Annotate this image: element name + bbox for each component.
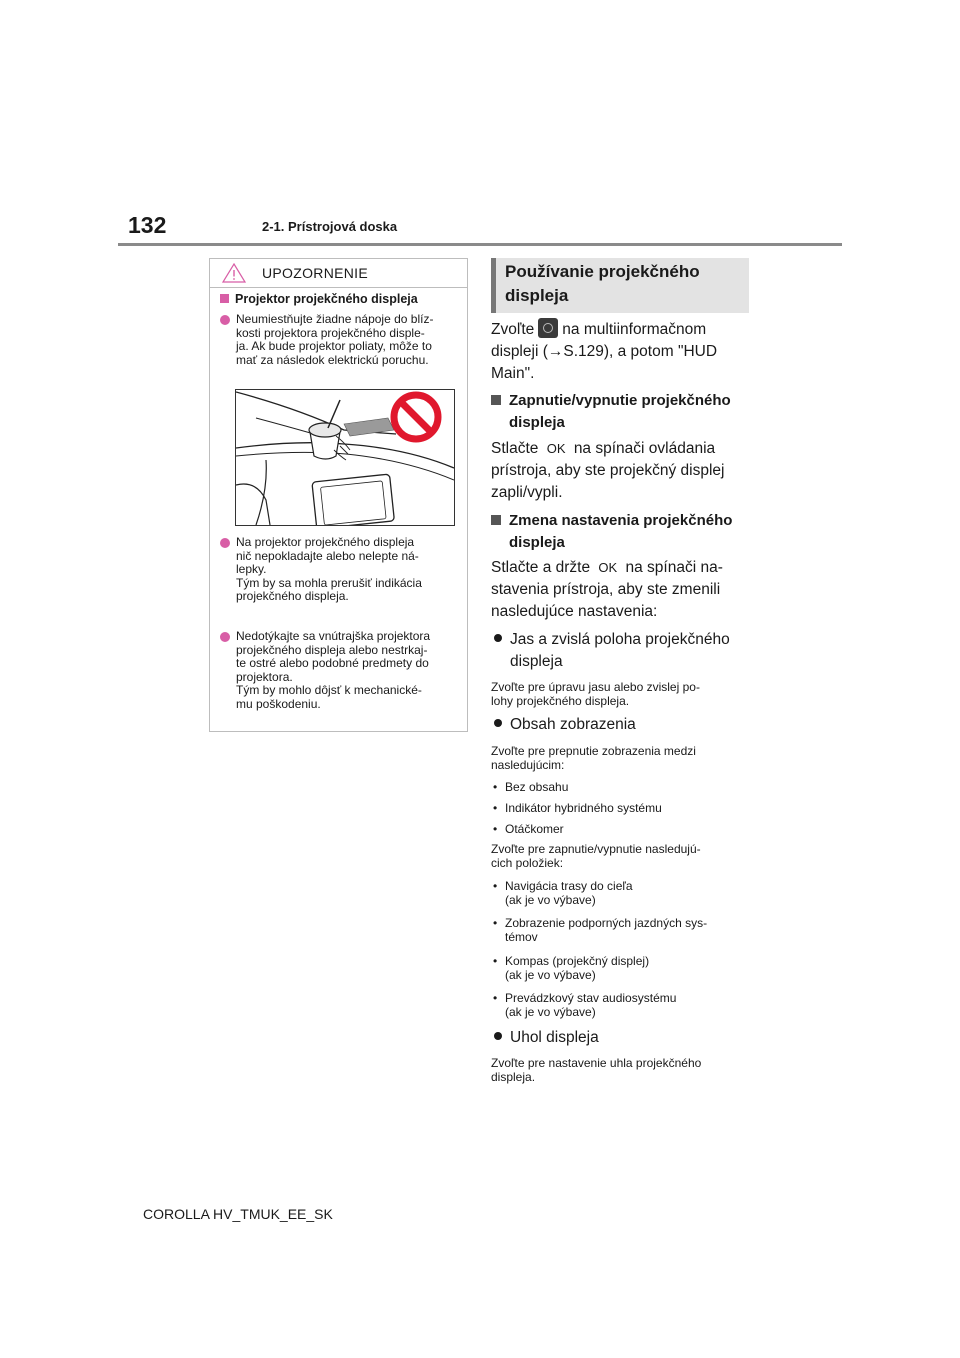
list-item: • Prevádzkový stav audiosystému (ak je vo výbave) [493, 991, 677, 1019]
list-item: • Kompas (projekčný displej) (ak je vo výbave) [493, 954, 650, 982]
warning-item: Nedotýkajte sa vnútrajška projektora projekčného displeja alebo nestrkaj- te ostré alebo podobné predmety do projektora. Tým by mohlo dôjsť k mechanické- mu poškodeniu. [220, 630, 465, 711]
warning-subheading: Projektor projekčného displeja [220, 292, 418, 306]
header-accent-bar [491, 258, 496, 313]
warning-header [210, 259, 467, 288]
content-description: Zvoľte pre prepnutie zobrazenia medzi nasledujúcim: [491, 744, 696, 772]
warning-title: UPOZORNENIE [262, 265, 368, 281]
warning-item: Na projektor projekčného displeja nič nepokladajte alebo nelepte ná- lepky. Tým by sa mohla prerušiť indikácia projekčného displeja. [220, 536, 465, 604]
list-item: • Zobrazenie podporných jazdných sys- témov [493, 916, 708, 944]
settings-gear-icon [538, 318, 558, 338]
list-item: • Indikátor hybridného systému [493, 801, 662, 815]
bullet-dot-icon [494, 719, 502, 727]
bullet-dot-icon [220, 315, 230, 325]
setting-display-content: Obsah zobrazenia [494, 714, 636, 736]
square-bullet-icon [491, 395, 501, 405]
list-item: • Bez obsahu [493, 780, 569, 794]
section-title: 2-1. Prístrojová doska [262, 219, 398, 234]
warning-item: Neumiestňujte žiadne nápoje do blíz- kosti projektora projekčného disple- ja. Ak bude projektor poliaty, môže to mať za následok elektrickú poruchu. [220, 313, 465, 367]
subheading-settings: Zmena nastavenia projekčného displeja [491, 510, 732, 554]
bullet-dot-icon [220, 538, 230, 548]
subheading-toggle: Zapnutie/vypnutie projekčného displeja [491, 390, 731, 434]
settings-paragraph: Stlačte a držte OK na spínači na- stavenia prístroja, aby ste zmenili nasledujúce nastavenia: [491, 559, 723, 620]
warning-box [209, 258, 468, 732]
toggle-items-description: Zvoľte pre zapnutie/vypnutie nasledujú- cich položiek: [491, 842, 701, 870]
intro-paragraph: Zvoľte na multiinformačnom displeji (→S.129), a potom "HUD Main". [491, 318, 753, 385]
dashboard-cup-illustration [236, 390, 454, 525]
warning-triangle-icon [222, 263, 246, 283]
list-item: • Otáčkomer [493, 822, 564, 836]
usage-section-header [491, 258, 749, 313]
angle-description: Zvoľte pre nastavenie uhla projekčného displeja. [491, 1056, 702, 1084]
toggle-paragraph: Stlačte OK na spínači ovládania prístroja, aby ste projekčný displej zapli/vypli. [491, 440, 725, 501]
square-bullet-icon [220, 294, 229, 303]
header-rule [118, 243, 842, 246]
setting-display-angle: Uhol displeja [494, 1027, 599, 1049]
ok-button-label: OK [546, 441, 566, 456]
usage-section-title: Používanie projekčného displeja [505, 262, 700, 305]
bullet-dot-icon [494, 634, 502, 642]
footer-model-code: COROLLA HV_TMUK_EE_SK [143, 1206, 333, 1222]
no-drinks-illustration [235, 389, 455, 526]
ok-button-label: OK [598, 560, 618, 575]
list-item: • Navigácia trasy do cieľa (ak je vo výbave) [493, 879, 633, 907]
page-number: 132 [128, 212, 167, 238]
setting-brightness: Jas a zvislá poloha projekčného displeja [494, 629, 730, 673]
square-bullet-icon [491, 515, 501, 525]
bullet-dot-icon [220, 632, 230, 642]
brightness-description: Zvoľte pre úpravu jasu alebo zvislej po- lohy projekčného displeja. [491, 680, 700, 708]
bullet-dot-icon [494, 1032, 502, 1040]
